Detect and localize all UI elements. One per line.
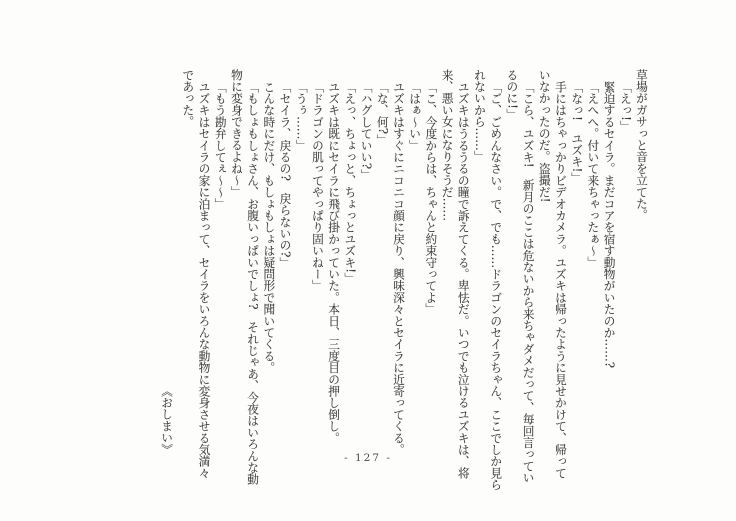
story-ending: 《おしまい》 (160, 385, 175, 456)
text-column: 「えっ!」 (618, 81, 633, 133)
text-column: 「えっ、ちょっと、ちょっとユズキ!」 (343, 81, 358, 285)
text-column: 「こら、ユズキ! 新月のここは危ないから来ちゃダメだって、毎回言ってい (521, 81, 536, 484)
text-column: 手にはちゃっかりビデオカメラ。ユズキは帰ったように見せかけて、帰って (553, 81, 568, 480)
text-column: 「ハグしていい?」 (359, 81, 374, 182)
text-column: 「うぅ……」 (294, 81, 309, 152)
text-column: ユズキはうるうるの瞳で訴えてくる。卑怯だ。いつでも泣けるユズキは、将 (456, 81, 471, 480)
text-column: れないから……」 (472, 69, 487, 163)
text-column: 「ドラゴンの肌ってやっぱり固いねー」 (310, 81, 325, 292)
text-column: 「なっ! ユズキ!」 (570, 81, 585, 185)
text-column: 「な、何?」 (375, 81, 390, 147)
text-column: 「もしょもしょさん、お腹いっぱいでしょ? それじゃあ、今夜はいろんな動 (246, 81, 261, 486)
text-column: 来、悪い女になりそうだ…… (440, 69, 455, 222)
text-column: 「セイラ、戻るの? 戻らないの?」 (278, 81, 293, 270)
text-column: 「えへへ。付いて来ちゃったぁ〜」 (586, 81, 601, 269)
text-column: るのに!」 (505, 69, 520, 121)
text-column: 草場がガサっと音を立てた。 (635, 69, 649, 222)
text-column: こんな時にだけ、もしょもしょは疑問形で聞いてくる。 (262, 81, 277, 374)
text-column: 物に変身できるよね〜」 (229, 69, 244, 198)
text-column: ユズキはすぐにニコニコ顔に戻り、興味深々とセイラに近寄ってくる。 (391, 81, 406, 456)
text-column: 「ご、ごめんなさい。で、でも……ドラゴンのセイラちゃん、ここでしか見ら (489, 81, 504, 491)
text-column: いなかったのだ。盗撮だ! (537, 69, 552, 203)
text-column: ユズキは既にセイラに飛び掛かっていた。本日、三度目の押し倒し。 (327, 81, 342, 444)
text-column: 「こ、今度からは、ちゃんと約束守ってよ」 (424, 81, 439, 316)
text-column: であった。 (181, 69, 196, 128)
page-number: - 127 - (344, 452, 392, 464)
text-column: 「はぁ〜い」 (408, 81, 423, 152)
text-column: 「もう勘弁してぇ〜〜」 (213, 81, 228, 210)
story-text (159, 69, 650, 493)
text-column: ユズキはセイラの家に泊まって、セイラをいろんな動物に変身させる気満々 (197, 81, 212, 480)
text-column: 緊迫するセイラ。まだコアを宿す動物がいたのか……? (602, 81, 617, 369)
